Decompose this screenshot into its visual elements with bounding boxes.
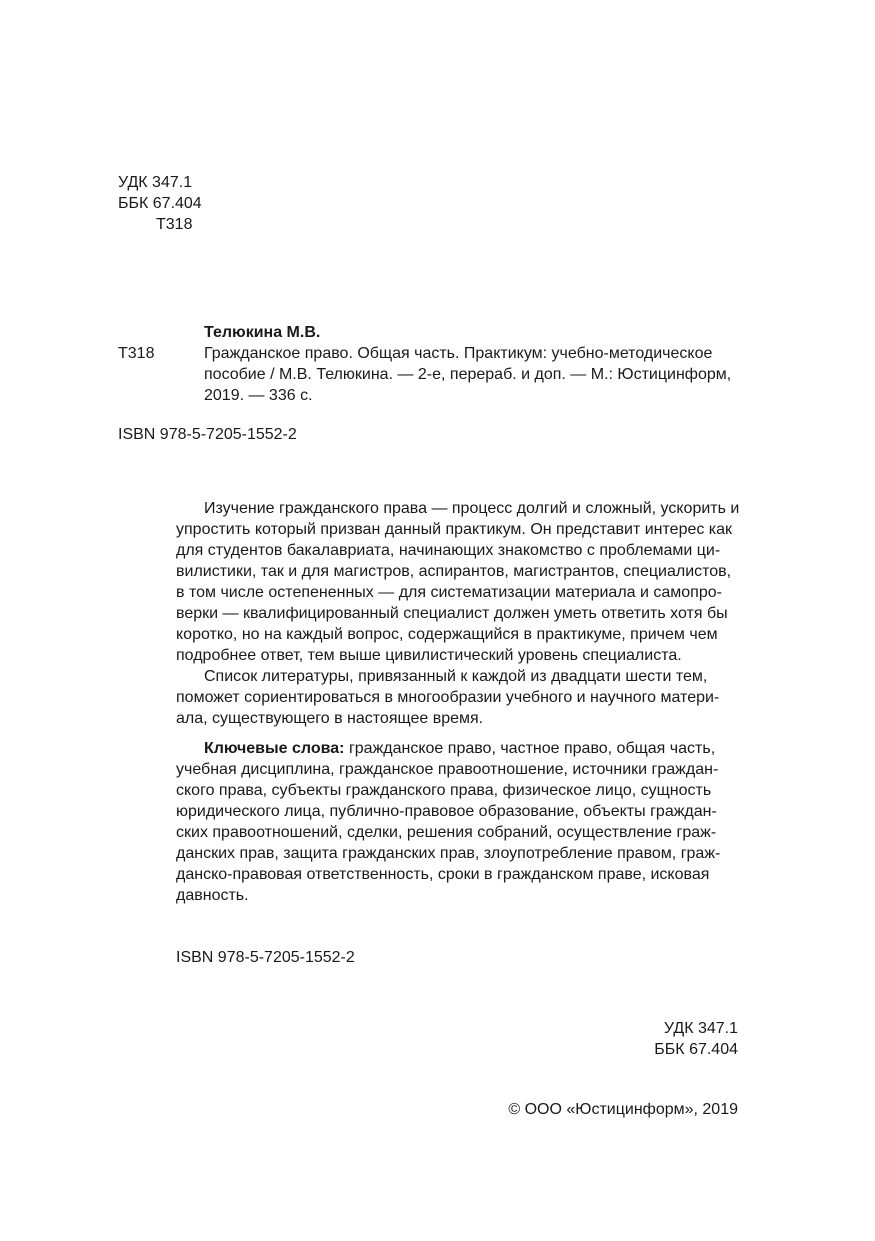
keywords-line: данских прав, защита гражданских прав, злоупотребление правом, граж- xyxy=(176,845,721,862)
bbk-code-bottom: ББК 67.404 xyxy=(654,1041,738,1058)
author-mark: Т318 xyxy=(156,216,193,233)
abstract xyxy=(176,498,738,729)
keywords-line: учебная дисциплина, гражданское правоотношение, источники граждан- xyxy=(176,761,719,778)
copyright: © ООО «Юстицинформ», 2019 xyxy=(508,1101,738,1118)
abstract-line: подробнее ответ, тем выше цивилистический уровень специалиста. xyxy=(176,647,682,664)
keywords-line: ского права, субъекты гражданского права, физическое лицо, сущность xyxy=(176,782,712,799)
abstract-line: верки — квалифицированный специалист должен уметь ответить хотя бы xyxy=(176,605,728,622)
bib-line: Гражданское право. Общая часть. Практикум: учебно-методическое xyxy=(204,345,713,362)
keywords xyxy=(176,738,738,906)
classification-codes-top xyxy=(118,172,202,235)
keywords-line: юридического лица, публично-правовое образование, объекты граждан- xyxy=(176,803,717,820)
keywords-line: давность. xyxy=(176,887,249,904)
udk-code: УДК 347.1 xyxy=(118,174,193,191)
bibliographic-description xyxy=(204,343,738,406)
abstract-line: Изучение гражданского права — процесс долгий и сложный, ускорить и xyxy=(204,500,740,517)
keywords-first-text: гражданское право, частное право, общая часть, xyxy=(344,740,716,757)
abstract-line: вилистики, так и для магистров, аспирантов, магистрантов, специалистов, xyxy=(176,563,732,580)
abstract-line: для студентов бакалавриата, начинающих знакомство с проблемами ци- xyxy=(176,542,721,559)
bbk-code: ББК 67.404 xyxy=(118,195,202,212)
bib-line: пособие / М.В. Телюкина. — 2-е, перераб. и доп. — М.: Юстицинформ, xyxy=(204,366,732,383)
keywords-first-line xyxy=(176,738,738,759)
abstract-line: коротко, но на каждый вопрос, содержащийся в практикуме, причем чем xyxy=(176,626,718,643)
abstract-line: в том числе остепененных — для систематизации материала и самопро- xyxy=(176,584,722,601)
keywords-line: данско-правовая ответственность, сроки в гражданском праве, исковая xyxy=(176,866,710,883)
abstract-line: упростить который призван данный практикум. Он представит интерес как xyxy=(176,521,733,538)
abstract-line: поможет сориентироваться в многообразии учебного и научного матери- xyxy=(176,689,720,706)
abstract-line: Список литературы, привязанный к каждой из двадцати шести тем, xyxy=(204,668,708,685)
bib-line: 2019. — 336 с. xyxy=(204,387,313,404)
keywords-line: ских правоотношений, сделки, решения собраний, осуществление граж- xyxy=(176,824,717,841)
isbn-top: ISBN 978-5-7205-1552-2 xyxy=(118,426,297,443)
keywords-label: Ключевые слова: xyxy=(204,740,345,757)
shelf-mark: Т318 xyxy=(118,345,155,362)
classification-codes-bottom xyxy=(538,1018,738,1060)
udk-code-bottom: УДК 347.1 xyxy=(663,1020,738,1037)
isbn-bottom: ISBN 978-5-7205-1552-2 xyxy=(176,949,355,966)
abstract-line: ала, существующего в настоящее время. xyxy=(176,710,484,727)
author-name: Телюкина М.В. xyxy=(204,324,321,341)
